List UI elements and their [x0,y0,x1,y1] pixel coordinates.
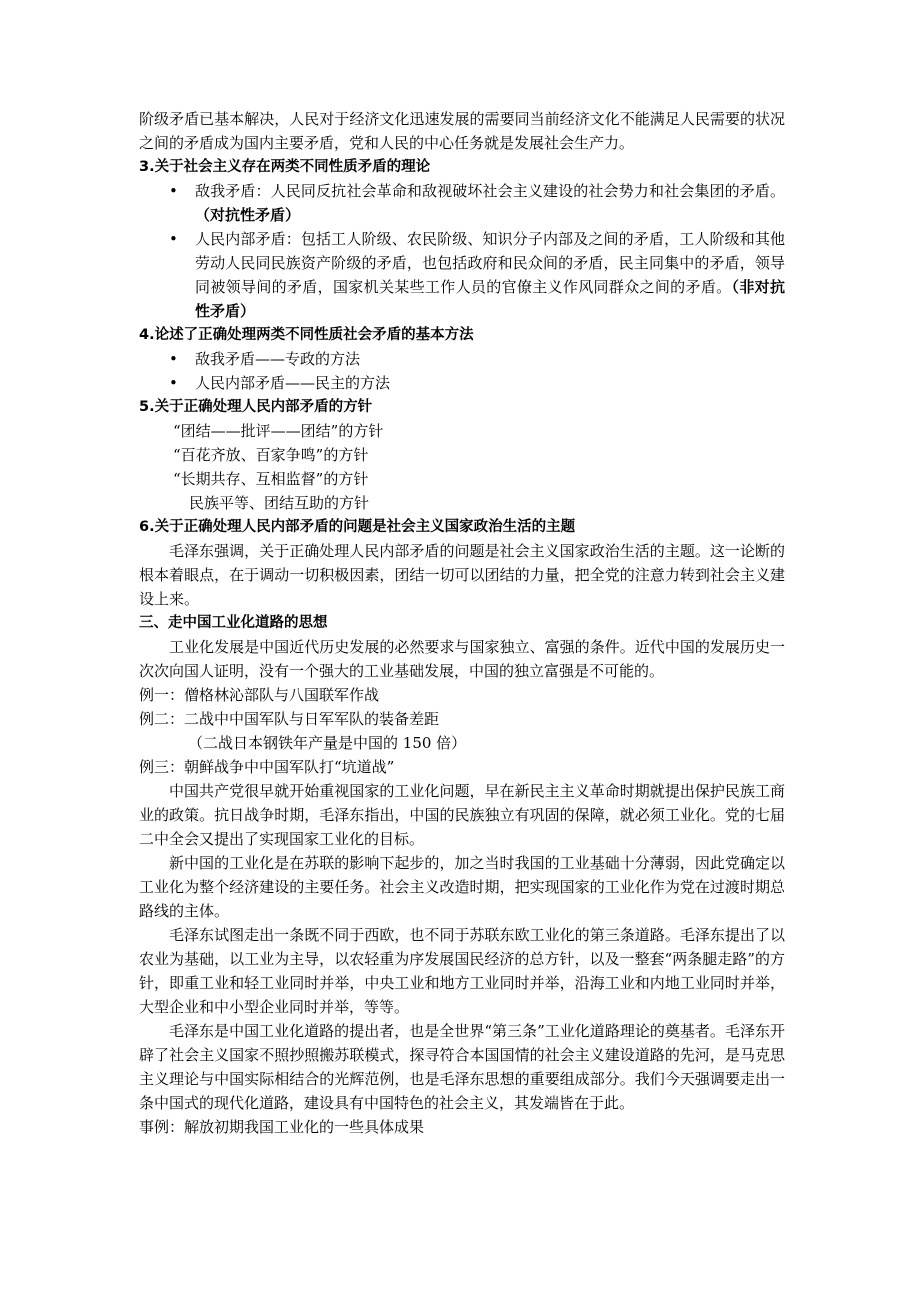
section-6-heading: 6.关于正确处理人民内部矛盾的问题是社会主义国家政治生活的主题 [139,519,576,535]
section-3-heading: 3.关于社会主义存在两类不同性质矛盾的理论 [139,159,431,175]
list-item: 民族平等、团结互助的方针 [189,494,370,512]
case-line: 事例：解放初期我国工业化的一些具体成果 [139,1118,425,1136]
example-3: 例三：朝鲜战争中中国军队打“坑道战” [139,758,395,776]
bullet-icon: • [169,374,178,392]
bullet-icon: • [169,230,178,248]
bullet-icon: • [169,350,178,368]
note-bold: （对抗性矛盾） [195,206,301,224]
paragraph: 中国共产党很早就开始重视国家的工业化问题，早在新民主主义革命时期就提出保护民族工商业的政策。抗日战争时期，毛泽东指出，中国的民族独立有巩固的保障，就必须工业化。党的七届二中全会又提出了实现国家工业化的目标。 [139,782,785,848]
example-1: 例一：僧格林沁部队与八国联军作战 [139,686,380,704]
paragraph: 毛泽东强调，关于正确处理人民内部矛盾的问题是社会主义国家政治生活的主题。这一论断的根本着眼点，在于调动一切积极因素，团结一切可以团结的力量，把全党的注意力转到社会主义建设上来。 [139,542,785,608]
list-item: “团结——批评——团结”的方针 [173,422,384,440]
paragraph: 毛泽东试图走出一条既不同于西欧，也不同于苏联东欧工业化的第三条道路。毛泽东提出了以农业为基础，以工业为主导，以农轻重为序发展国民经济的总方针，以及一整套“两条腿走路”的方针，即重工业和轻工业同时并举，中央工业和地方工业同时并举，沿海工业和内地工业同时并举，大型企业和中小型企业同时并举，等等。 [139,926,785,1016]
paragraph: 工业化发展是中国近代历史发展的必然要求与国家独立、富强的条件。近代中国的发展历史一次次向国人证明，没有一个强大的工业基础发展，中国的独立富强是不可能的。 [139,638,785,680]
section-5-heading: 5.关于正确处理人民内部矛盾的方针 [139,399,373,415]
paragraph: 毛泽东是中国工业化道路的提出者，也是全世界“第三条”工业化道路理论的奠基者。毛泽东开辟了社会主义国家不照抄照搬苏联模式，探寻符合本国国情的社会主义建设道路的先河，是马克思主义理论与中国实际相结合的光辉范例，也是毛泽东思想的重要组成部分。我们今天强调要走出一条中国式的现代化道路，建设具有中国特色的社会主义，其发端皆在于此。 [139,1022,785,1112]
section-4-heading: 4.论述了正确处理两类不同性质社会矛盾的基本方法 [139,327,474,343]
example-2-note: （二战日本钢铁年产量是中国的 150 倍） [188,734,467,752]
list-item: • 敌我矛盾：人民同反抗社会革命和敌视破坏社会主义建设的社会势力和社会集团的矛盾。（对抗性矛盾） [139,179,785,227]
list-item: “长期共存、互相监督”的方针 [173,470,369,488]
document-page [139,107,785,1139]
intro-paragraph: 阶级矛盾已基本解决，人民对于经济文化迅速发展的需要同当前经济文化不能满足人民需要的状况之间的矛盾成为国内主要矛盾，党和人民的中心任务就是发展社会生产力。 [139,110,785,152]
example-2: 例二：二战中中国军队与日军军队的装备差距 [139,710,440,728]
note-bold: （非对抗性矛盾） [195,278,785,320]
list-item: “百花齐放、百家争鸣”的方针 [173,446,369,464]
section-industrialization-heading: 三、走中国工业化道路的思想 [139,615,328,631]
paragraph: 新中国的工业化是在苏联的影响下起步的，加之当时我国的工业基础十分薄弱，因此党确定以工业化为整个经济建设的主要任务。社会主义改造时期，把实现国家的工业化作为党在过渡时期总路线的主体。 [139,854,785,920]
list-item: • 人民内部矛盾：包括工人阶级、农民阶级、知识分子内部及之间的矛盾，工人阶级和其他劳动人民同民族资产阶级的矛盾，也包括政府和民众间的矛盾，民主同集中的矛盾，领导同被领导间的矛盾，国家机关某些工作人员的官僚主义作风同群众之间的矛盾。（非对抗性矛盾） [139,227,785,323]
list-item: • 敌我矛盾——专政的方法 [139,347,785,371]
list-item: • 人民内部矛盾——民主的方法 [139,371,785,395]
bullet-icon: • [169,182,178,200]
